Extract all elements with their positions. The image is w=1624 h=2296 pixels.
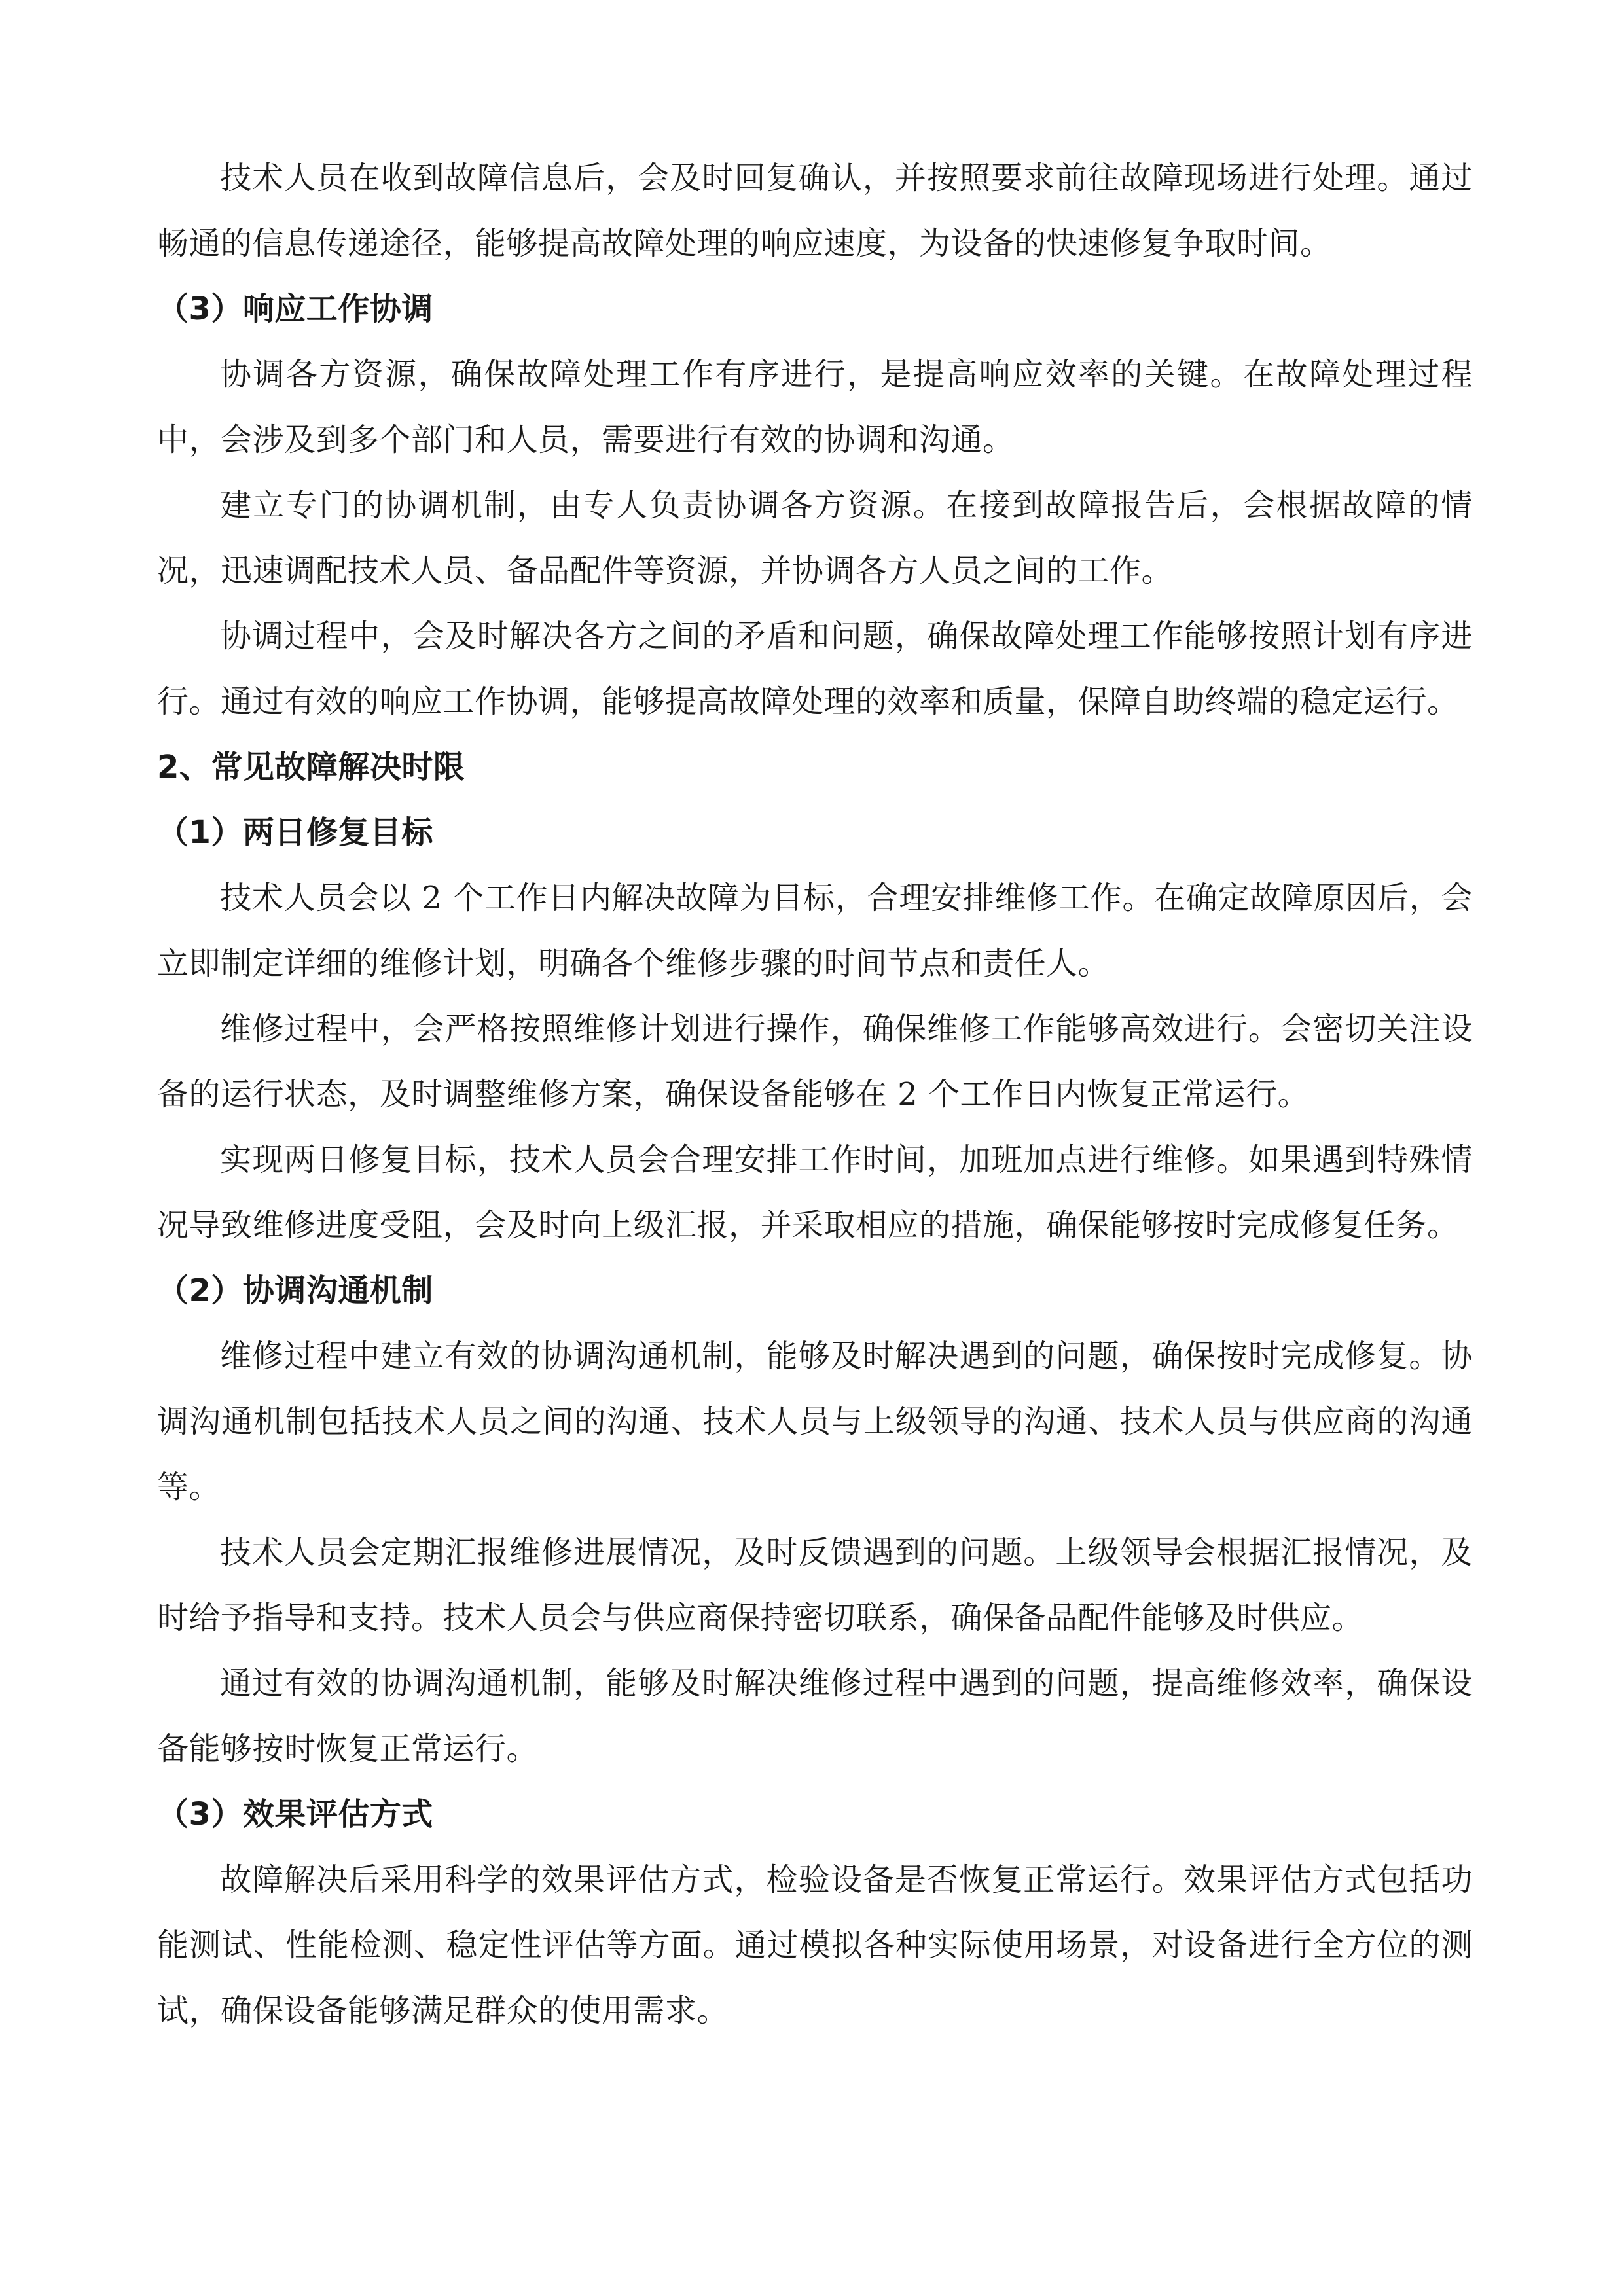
section-heading: （3）响应工作协调 (157, 291, 433, 327)
paragraph: 技术人员在收到故障信息后，会及时回复确认，并按照要求前往故障现场进行处理。通过畅通的信息传递途径，能够提高故障处理的响应速度，为设备的快速修复争取时间。 (157, 160, 1473, 262)
paragraph: 协调过程中，会及时解决各方之间的矛盾和问题，确保故障处理工作能够按照计划有序进行。通过有效的响应工作协调，能够提高故障处理的效率和质量，保障自助终端的稳定运行。 (157, 618, 1473, 720)
section-heading: （3）效果评估方式 (157, 1796, 433, 1833)
section-heading: （1）两日修复目标 (157, 814, 433, 851)
paragraph: 通过有效的协调沟通机制，能够及时解决维修过程中遇到的问题，提高维修效率，确保设备能够按时恢复正常运行。 (157, 1665, 1473, 1767)
paragraph: 建立专门的协调机制，由专人负责协调各方资源。在接到故障报告后，会根据故障的情况，迅速调配技术人员、备品配件等资源，并协调各方人员之间的工作。 (157, 487, 1473, 589)
paragraph: 故障解决后采用科学的效果评估方式，检验设备是否恢复正常运行。效果评估方式包括功能测试、性能检测、稳定性评估等方面。通过模拟各种实际使用场景，对设备进行全方位的测试，确保设备能够满足群众的使用需求。 (157, 1861, 1473, 2029)
paragraph: 维修过程中建立有效的协调沟通机制，能够及时解决遇到的问题，确保按时完成修复。协调沟通机制包括技术人员之间的沟通、技术人员与上级领导的沟通、技术人员与供应商的沟通等。 (157, 1338, 1473, 1505)
paragraph: 维修过程中，会严格按照维修计划进行操作，确保维修工作能够高效进行。会密切关注设备的运行状态，及时调整维修方案，确保设备能够在 2 个工作日内恢复正常运行。 (157, 1011, 1473, 1113)
paragraph: 实现两日修复目标，技术人员会合理安排工作时间，加班加点进行维修。如果遇到特殊情况导致维修进度受阻，会及时向上级汇报，并采取相应的措施，确保能够按时完成修复任务。 (157, 1141, 1473, 1244)
document-body (157, 145, 1473, 2043)
chapter-heading: 2、常见故障解决时限 (157, 749, 465, 785)
paragraph: 技术人员会定期汇报维修进展情况，及时反馈遇到的问题。上级领导会根据汇报情况，及时给予指导和支持。技术人员会与供应商保持密切联系，确保备品配件能够及时供应。 (157, 1534, 1473, 1636)
section-heading: （2）协调沟通机制 (157, 1272, 433, 1309)
paragraph: 协调各方资源，确保故障处理工作有序进行，是提高响应效率的关键。在故障处理过程中，会涉及到多个部门和人员，需要进行有效的协调和沟通。 (157, 356, 1473, 458)
paragraph: 技术人员会以 2 个工作日内解决故障为目标，合理安排维修工作。在确定故障原因后，会立即制定详细的维修计划，明确各个维修步骤的时间节点和责任人。 (157, 880, 1473, 982)
